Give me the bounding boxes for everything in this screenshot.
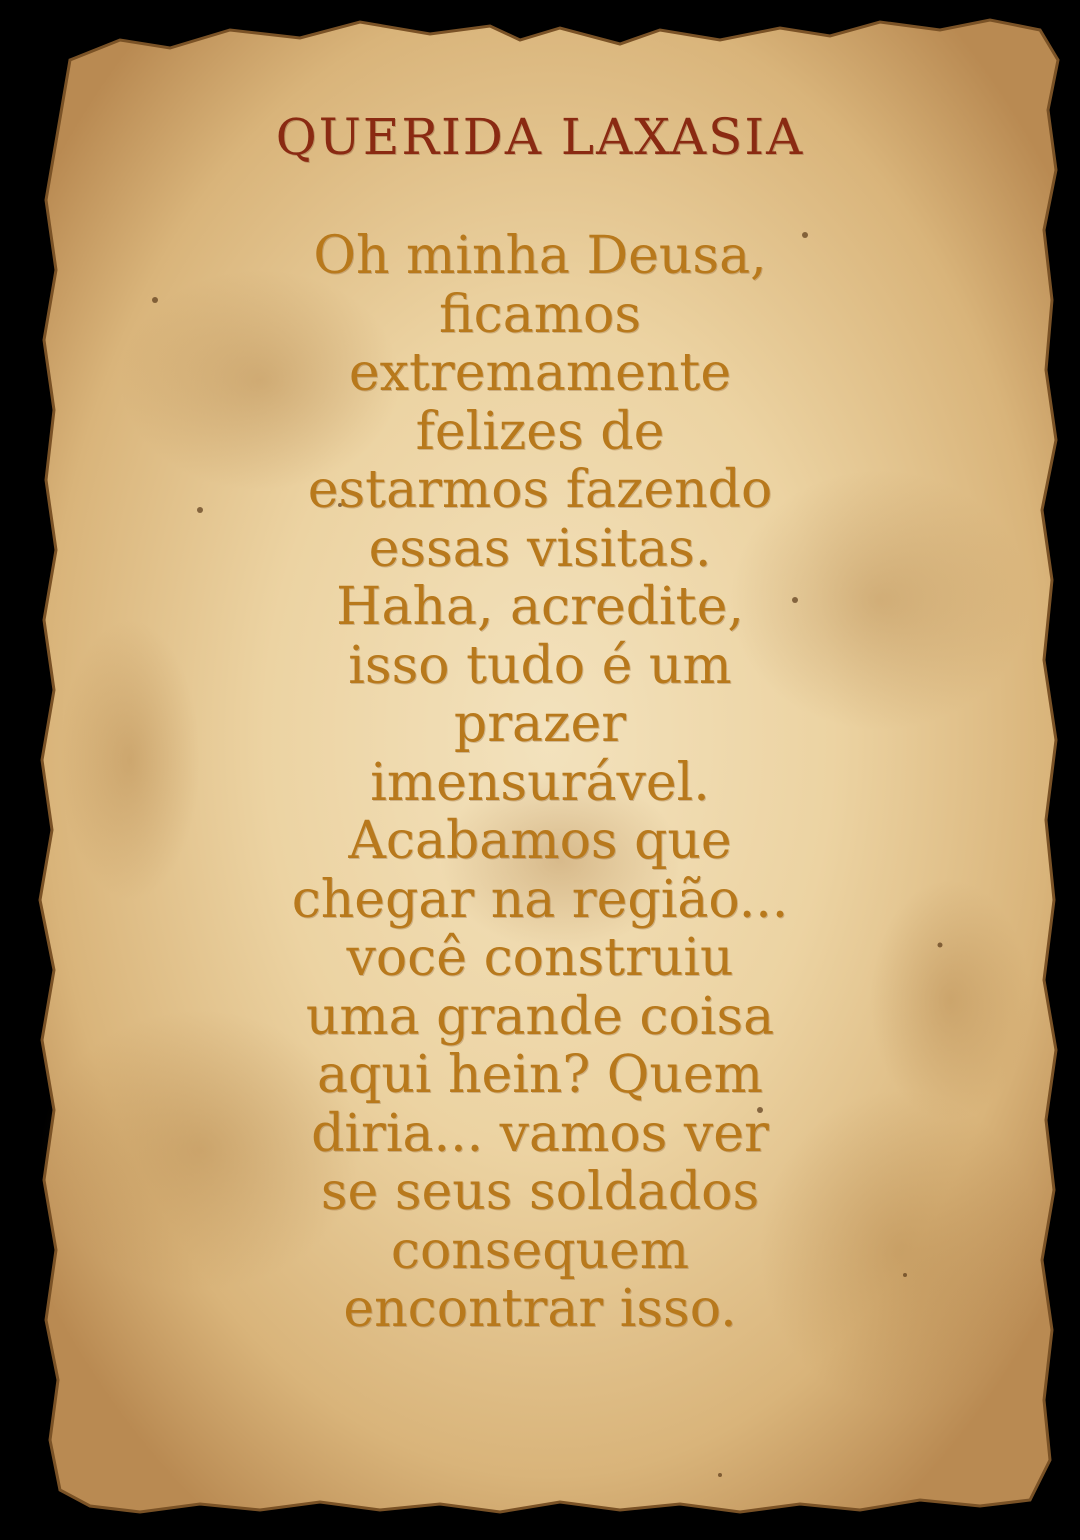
letter-line: consequem xyxy=(390,1220,690,1281)
letter-line: você construiu xyxy=(346,928,734,988)
letter-line: uma grande coisa xyxy=(305,986,775,1047)
letter-line: isso tudo é um xyxy=(348,635,732,696)
letter-line: Acabamos que xyxy=(348,811,732,871)
letter-line: prazer xyxy=(453,694,627,754)
letter-line: aqui hein? Quem xyxy=(317,1045,763,1105)
letter-line: imensurável. xyxy=(370,752,710,813)
letter-title: QUERIDA LAXASIA xyxy=(275,108,805,166)
letter-line: Oh minha Deusa, xyxy=(313,226,767,286)
letter-line: Haha, acredite, xyxy=(336,577,744,637)
letter-line: se seus soldados xyxy=(320,1162,760,1222)
letter-line: encontrar isso. xyxy=(343,1279,737,1339)
letter xyxy=(180,100,900,1339)
letter-line: essas visitas. xyxy=(368,518,712,579)
letter-line: chegar na região... xyxy=(291,869,789,930)
letter-line: ficamos xyxy=(438,284,642,345)
letter-body xyxy=(180,227,900,1339)
letter-line: felizes de xyxy=(415,401,665,462)
letter-line: diria... vamos ver xyxy=(311,1103,769,1164)
letter-line: extremamente xyxy=(348,343,732,403)
letter-line: estarmos fazendo xyxy=(307,460,773,520)
